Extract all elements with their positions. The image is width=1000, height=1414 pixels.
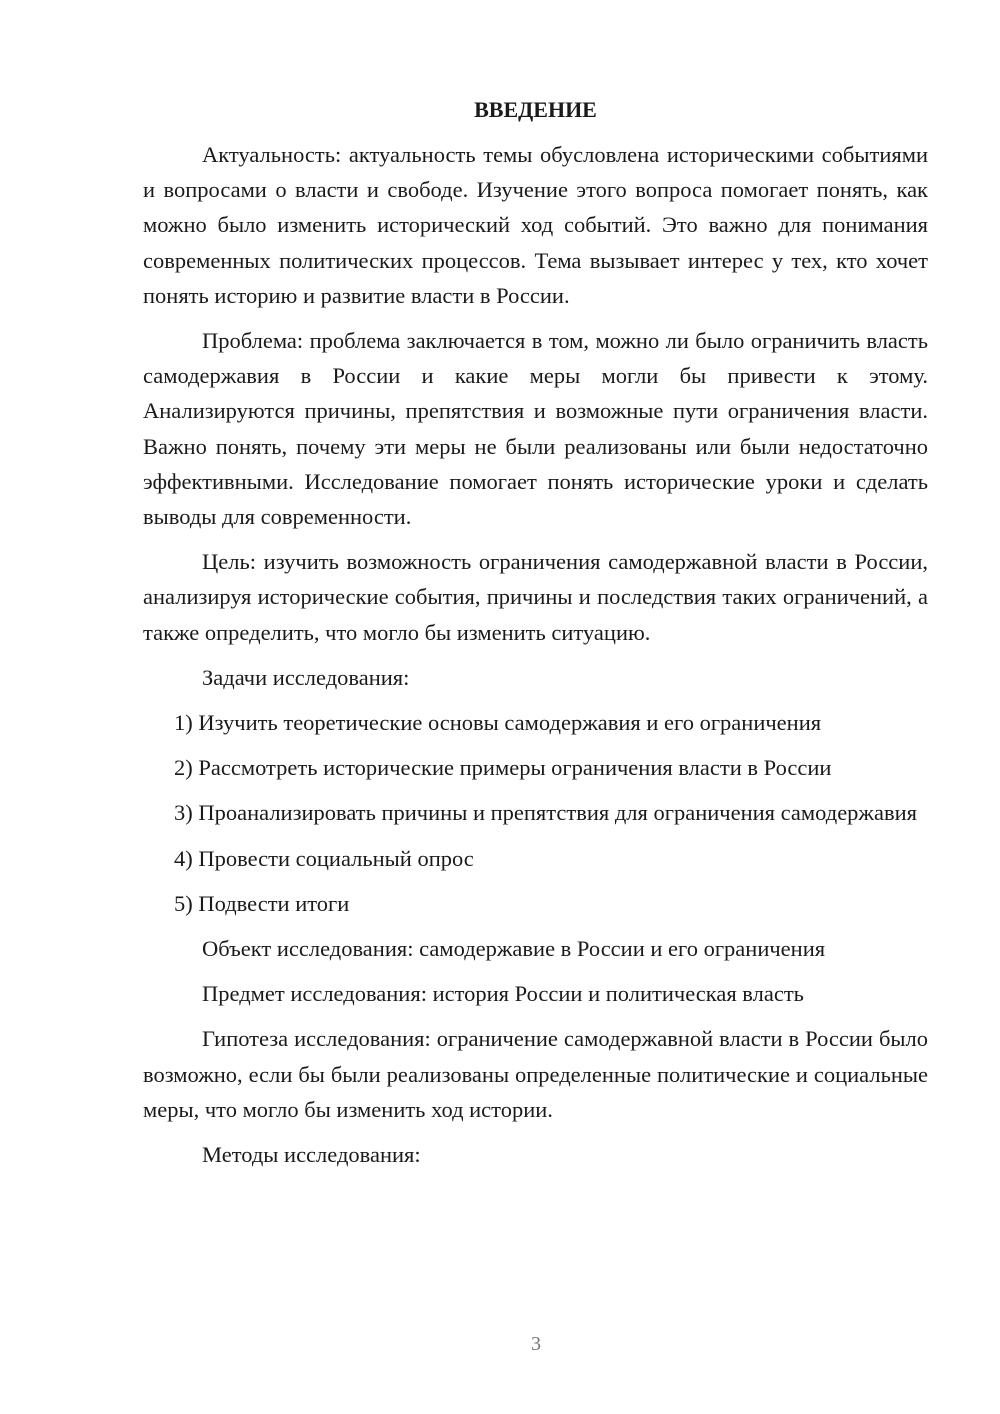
task-item-1: 1) Изучить теоретические основы самодержавия и его ограничения xyxy=(174,710,822,736)
paragraph-goal: Цель: изучить возможность ограничения самодержавной власти в России, анализируя исторические события, причины и последствия таких ограничений, а также определить, что могло бы изменить ситуацию. xyxy=(143,549,928,645)
methods-title: Методы исследования: xyxy=(202,1142,421,1168)
task-item-4: 4) Провести социальный опрос xyxy=(174,845,474,871)
task-item-2: 2) Рассмотреть исторические примеры ограничения власти в России xyxy=(174,755,832,781)
page-number: 3 xyxy=(531,1333,541,1355)
paragraph-hypothesis: Гипотеза исследования: ограничение самодержавной власти в России было возможно, если бы были реализованы определенные политические и социальные меры, что могло бы изменить ход истории. xyxy=(143,1026,928,1122)
task-item-3: 3) Проанализировать причины и препятствия для ограничения самодержавия xyxy=(174,800,917,826)
paragraph-object: Объект исследования: самодержавие в России и его ограничения xyxy=(202,936,826,962)
task-item-5: 5) Подвести итоги xyxy=(174,890,350,916)
paragraph-problem: Проблема: проблема заключается в том, можно ли было ограничить власть самодержавия в России и какие меры могли бы привести к этому. Анализируются причины, препятствия и возможные пути ограничения власти. Важно понять, почему эти меры не были реализованы или были недостаточно эффективными. Исследование помогает понять исторические уроки и сделать выводы для современности. xyxy=(143,328,928,530)
tasks-title: Задачи исследования: xyxy=(202,664,410,690)
section-heading: ВВЕДЕНИЕ xyxy=(474,97,597,122)
paragraph-relevance: Актуальность: актуальность темы обусловлена историческими событиями и вопросами о власти и свободе. Изучение этого вопроса помогает понять, как можно было изменить исторический ход событий. Это важно для понимания современных политических процессов. Тема вызывает интерес у тех, кто хочет понять историю и развитие власти в России. xyxy=(143,142,928,308)
paragraph-subject: Предмет исследования: история России и политическая власть xyxy=(202,981,804,1007)
page-content xyxy=(143,92,928,1182)
